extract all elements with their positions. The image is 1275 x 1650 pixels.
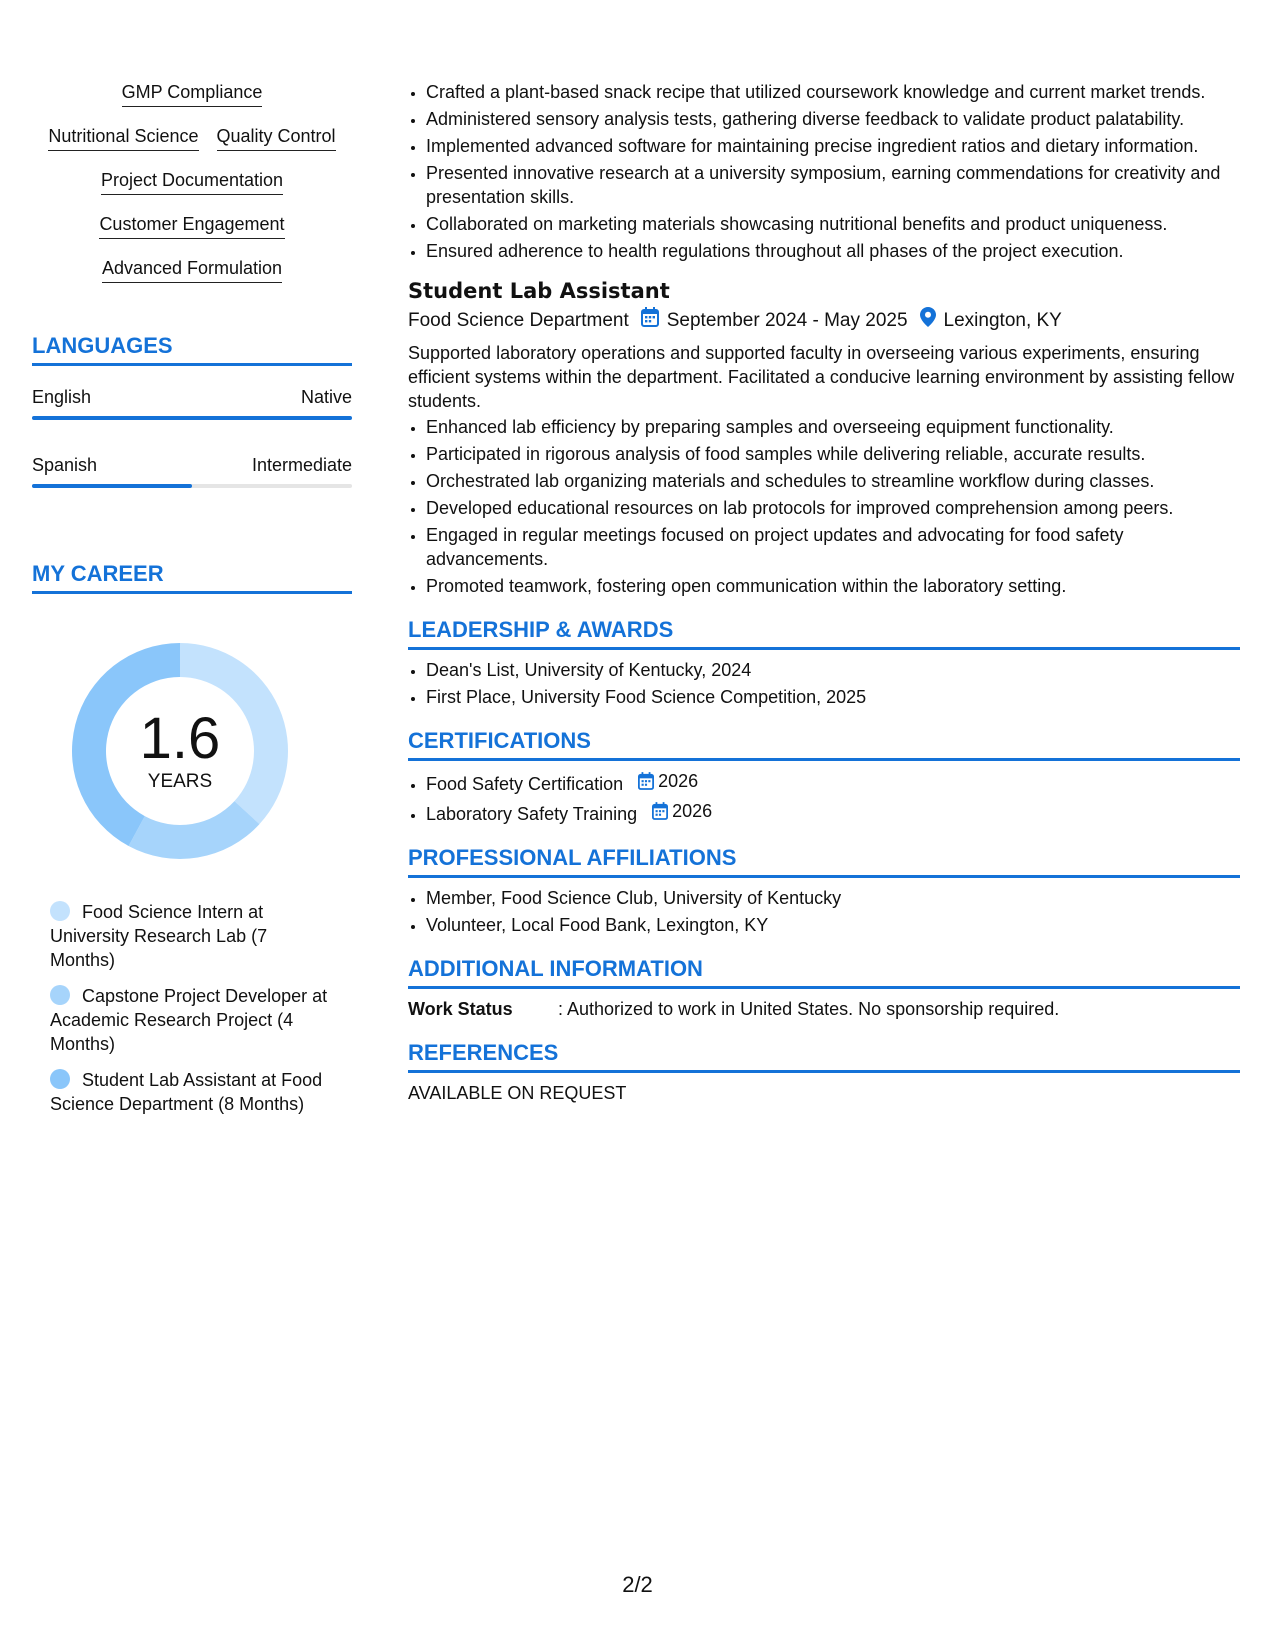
- certification-year: 2026: [658, 771, 699, 791]
- calendar-icon: [641, 307, 659, 335]
- certifications-section: [408, 727, 1240, 826]
- career-legend-item: [50, 984, 330, 1056]
- language-item: [32, 454, 352, 488]
- career-legend: [50, 900, 330, 1116]
- certification-year: 2026: [672, 801, 713, 821]
- career-total-years: 1.6: [139, 706, 221, 771]
- legend-dot: [50, 985, 70, 1005]
- language-level: Native: [300, 387, 352, 407]
- job-title: Student Lab Assistant: [408, 279, 670, 303]
- language-level: Intermediate: [251, 455, 352, 475]
- career-donut-chart: [65, 636, 295, 866]
- skill-tag: Quality Control: [217, 124, 336, 151]
- career-unit: YEARS: [147, 771, 213, 792]
- affiliations-heading: PROFESSIONAL AFFILIATIONS: [408, 844, 1240, 878]
- language-proficiency-fill: [32, 416, 352, 420]
- career-legend-label: Capstone Project Developer at Academic Research Project (4 Months): [50, 986, 328, 1054]
- language-proficiency-fill: [32, 484, 192, 488]
- job-description: Supported laboratory operations and supported faculty in overseeing various experiments, ensuring efficient systems within the department. Facilitated a conducive learning environment by assisting fellow students.: [408, 343, 1235, 411]
- job-bullets: [408, 415, 1240, 598]
- skills-list: [32, 80, 352, 300]
- skill-tag: GMP Compliance: [122, 80, 263, 107]
- affiliations-section: [408, 844, 1240, 937]
- career-legend-label: Student Lab Assistant at Food Science Department (8 Months): [50, 1070, 323, 1114]
- languages-heading: LANGUAGES: [32, 332, 352, 366]
- certifications-heading: CERTIFICATIONS: [408, 727, 1240, 761]
- info-label: Work Status: [408, 999, 513, 1019]
- calendar-icon: [652, 802, 668, 820]
- left-column: [32, 80, 352, 1128]
- language-proficiency-bar: [32, 484, 352, 488]
- job-meta: [408, 307, 1240, 335]
- bullet-item: • Implemented advanced software for maintaining precise ingredient ratios and dietary information.: [426, 134, 1240, 158]
- language-proficiency-bar: [32, 416, 352, 420]
- bullet-item: • Ensured adherence to health regulations throughout all phases of the project execution.: [426, 239, 1240, 263]
- certification-name: Food Safety Certification: [426, 774, 624, 794]
- additional-info-heading: ADDITIONAL INFORMATION: [408, 955, 1240, 989]
- bullet-item: • Participated in rigorous analysis of food samples while delivering reliable, accurate results.: [426, 442, 1240, 466]
- references-heading: REFERENCES: [408, 1039, 1240, 1073]
- previous-job-bullets: [408, 80, 1240, 263]
- page-number: 2/2: [622, 1572, 653, 1597]
- info-value: : Authorized to work in United States. No sponsorship required.: [558, 999, 1060, 1019]
- language-name: English: [32, 387, 92, 407]
- certification-name: Laboratory Safety Training: [426, 804, 638, 824]
- skill-tag: Nutritional Science: [48, 124, 198, 151]
- bullet-item: • Dean's List, University of Kentucky, 2024: [426, 658, 1240, 682]
- bullet-item: • Enhanced lab efficiency by preparing samples and overseeing equipment functionality.: [426, 415, 1240, 439]
- leadership-section: [408, 616, 1240, 709]
- bullet-item: • Developed educational resources on lab protocols for improved comprehension among peers.: [426, 496, 1240, 520]
- legend-dot: [50, 1069, 70, 1089]
- career-legend-item: [50, 1068, 330, 1116]
- bullet-item: • Engaged in regular meetings focused on project updates and advocating for food safety advancements.: [426, 523, 1240, 571]
- bullet-item: • Promoted teamwork, fostering open communication within the laboratory setting.: [426, 574, 1240, 598]
- additional-info-section: [408, 955, 1240, 1021]
- career-legend-label: Food Science Intern at University Research Lab (7 Months): [50, 902, 268, 970]
- references-text: AVAILABLE ON REQUEST: [408, 1083, 627, 1103]
- bullet-item: • Presented innovative research at a university symposium, earning commendations for creativity and presentation skills.: [426, 161, 1240, 209]
- certification-item: [426, 769, 1240, 796]
- bullet-item: • Administered sensory analysis tests, gathering diverse feedback to validate product palatability.: [426, 107, 1240, 131]
- career-legend-item: [50, 900, 330, 972]
- job-location: Lexington, KY: [943, 310, 1062, 331]
- skill-tag: Customer Engagement: [99, 212, 284, 239]
- bullet-item: • Collaborated on marketing materials showcasing nutritional benefits and product uniqueness.: [426, 212, 1240, 236]
- legend-dot: [50, 901, 70, 921]
- job-company: Food Science Department: [408, 310, 629, 331]
- career-heading: MY CAREER: [32, 560, 352, 594]
- bullet-item: • Volunteer, Local Food Bank, Lexington, KY: [426, 913, 1240, 937]
- bullet-item: • Member, Food Science Club, University of Kentucky: [426, 886, 1240, 910]
- calendar-icon: [638, 772, 654, 790]
- job-dates: September 2024 - May 2025: [666, 310, 908, 331]
- leadership-heading: LEADERSHIP & AWARDS: [408, 616, 1240, 650]
- right-column: [408, 80, 1240, 1105]
- skill-tag: Advanced Formulation: [102, 256, 282, 283]
- bullet-item: • Crafted a plant-based snack recipe that utilized coursework knowledge and current market trends.: [426, 80, 1240, 104]
- bullet-item: • First Place, University Food Science Competition, 2025: [426, 685, 1240, 709]
- location-pin-icon: [920, 307, 936, 335]
- language-name: Spanish: [32, 455, 98, 475]
- skill-tag: Project Documentation: [101, 168, 283, 195]
- certification-item: [426, 799, 1240, 826]
- bullet-item: • Orchestrated lab organizing materials and schedules to streamline workflow during classes.: [426, 469, 1240, 493]
- language-item: [32, 386, 352, 420]
- references-section: [408, 1039, 1240, 1105]
